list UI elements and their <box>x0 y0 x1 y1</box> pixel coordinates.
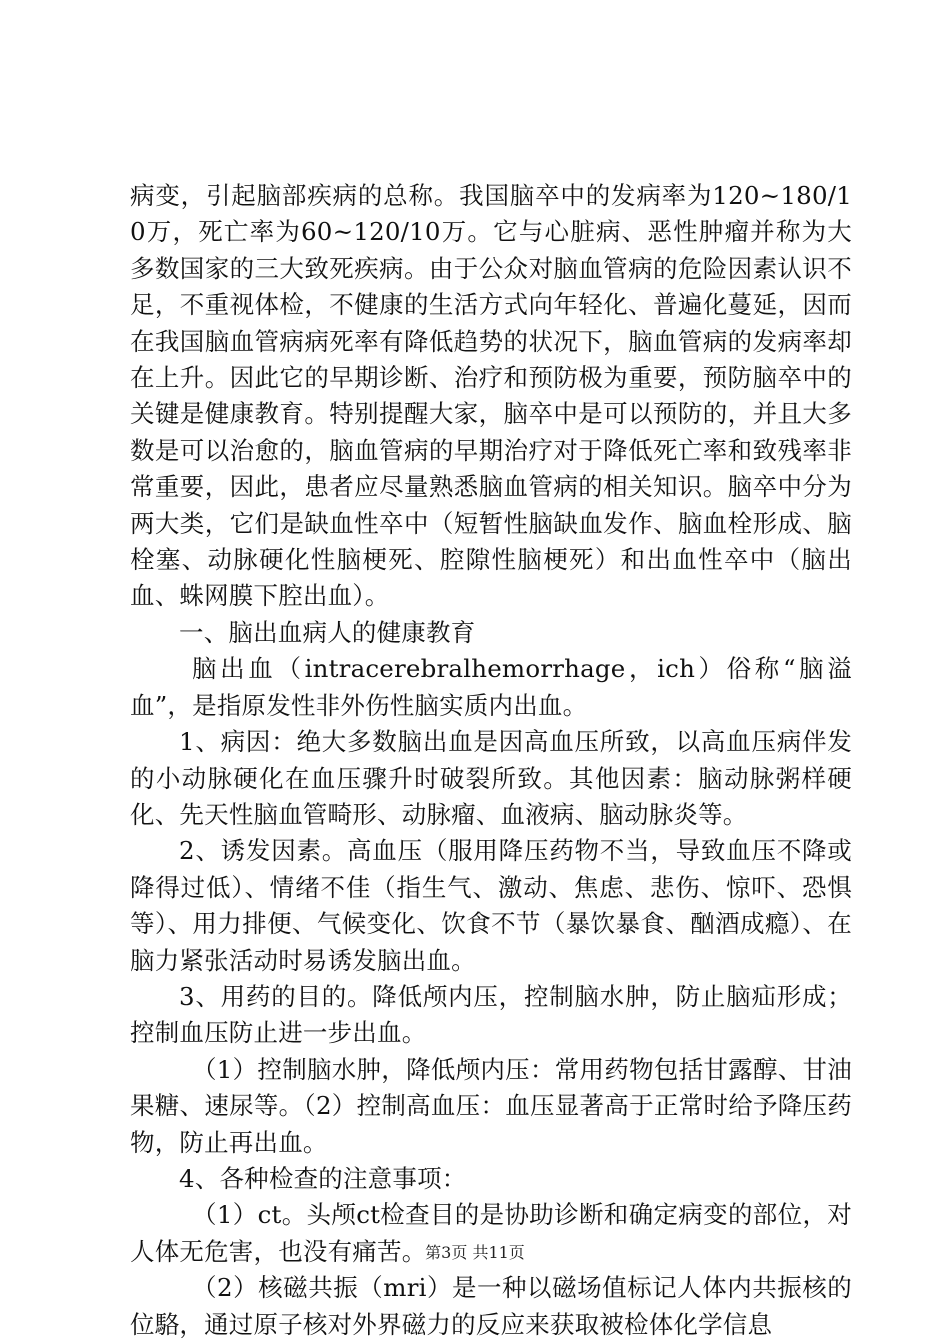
paragraph-triggers: 2、诱发因素。高血压（服用降压药物不当，导致血压不降或降得过低）、情绪不佳（指生气、激动、焦虑、悲伤、惊吓、恐惧等）、用力排便、气候变化、饮食不节（暴饮暴食、酗酒成瘾）、在脑力紧张活动时易诱发脑出血。 <box>130 836 852 975</box>
paragraph-mri-exam: （2）核磁共振（mri）是一种以磁场值标记人体内共振核的位駱，通过原子核对外界磁力的反应来获取被检体化学信息 <box>130 1273 852 1339</box>
document-body <box>130 178 852 1343</box>
paragraph-exam-notes-heading: 4、各种检查的注意事项： <box>179 1163 467 1193</box>
page-number-footer: 第3页 共11页 <box>425 1243 525 1262</box>
paragraph-definition: 脑出血（intracerebralhemorrhage，ich）俗称“脑溢血”，是指原发性非外伤性脑实质内出血。 <box>130 654 852 720</box>
paragraph-ct-exam: （1）ct。头颅ct检查目的是协助诊断和确定病变的部位，对人体无危害，也没有痛苦。 <box>130 1200 852 1266</box>
paragraph-causes: 1、病因：绝大多数脑出血是因高血压所致，以高血压病伴发的小动脉硬化在血压骤升时破裂所致。其他因素：脑动脉粥样硬化、先天性脑血管畸形、动脉瘤、血液病、脑动脉炎等。 <box>130 727 852 829</box>
paragraph-medication-purpose: 3、用药的目的。降低颅内压，控制脑水肿，防止脑疝形成；控制血压防止进一步出血。 <box>130 981 852 1048</box>
paragraph-medication-details: （1）控制脑水肿，降低颅内压：常用药物包括甘露醇、甘油果糖、速尿等。（2）控制高血压：血压显著高于正常时给予降压药物，防止再出血。 <box>130 1054 852 1157</box>
paragraph-stroke-overview: 病变，引起脑部疾病的总称。我国脑卒中的发病率为120~180/10万，死亡率为60~120/10万。它与心脏病、恶性肿瘤并称为大多数国家的三大致死疾病。由于公众对脑血管病的危险因素认识不足，不重视体检，不健康的生活方式向年轻化、普遍化蔓延，因而在我国脑血管病病死率有降低趋势的状况下，脑血管病的发病率却在上升。因此它的早期诊断、治疗和预防极为重要，预防脑卒中的关键是健康教育。特别提醒大家，脑卒中是可以预防的，并且大多数是可以治愈的，脑血管病的早期治疗对于降低死亡率和致残率非常重要，因此，患者应尽量熟悉脑血管病的相关知识。脑卒中分为两大类，它们是缺血性卒中（短暂性脑缺血发作、脑血栓形成、脑栓塞、动脉硬化性脑梗死、腔隙性脑梗死）和出血性卒中（脑出血、蛛网膜下腔出血）。 <box>130 181 852 611</box>
section-heading-cerebral-hemorrhage: 一、脑出血病人的健康教育 <box>179 617 476 647</box>
